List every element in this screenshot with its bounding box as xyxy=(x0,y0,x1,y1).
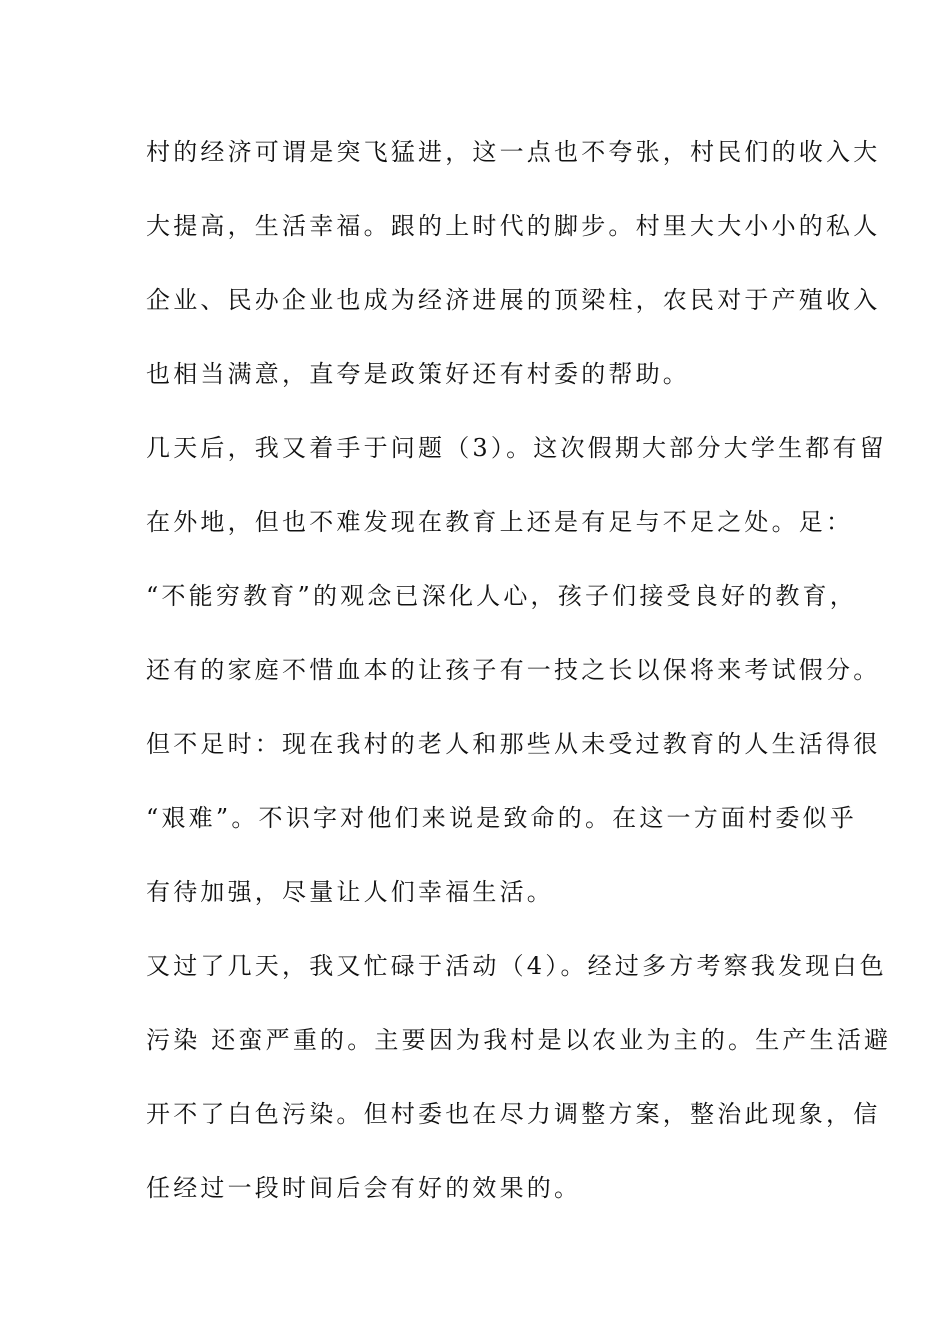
text-line-13: 污染 还蛮严重的。主要因为我村是以农业为主的。生产生活避 xyxy=(146,1026,892,1054)
text-line-6: 在外地，但也不难发现在教育上还是有足与不足之处。足： xyxy=(146,508,854,536)
text-line-5: 几天后，我又着手于问题（3）。这次假期大部分大学生都有留 xyxy=(146,434,887,462)
text-line-15: 任经过一段时间后会有好的效果的。 xyxy=(146,1174,582,1202)
text-line-1: 村的经济可谓是突飞猛进，这一点也不夸张，村民们的收入大 xyxy=(146,138,881,166)
text-line-3: 企业、民办企业也成为经济进展的顶梁柱，农民对于产殖收入 xyxy=(146,286,881,314)
text-line-2: 大提高，生活幸福。跟的上时代的脚步。村里大大小小的私人 xyxy=(146,212,881,240)
text-line-9: 但不足时：现在我村的老人和那些从未受过教育的人生活得很 xyxy=(146,730,881,758)
text-line-7: “不能穷教育”的观念已深化人心，孩子们接受良好的教育， xyxy=(146,582,857,610)
text-line-14: 开不了白色污染。但村委也在尽力调整方案，整治此现象，信 xyxy=(146,1100,881,1128)
text-line-10: “艰难”。不识字对他们来说是致命的。在这一方面村委似乎 xyxy=(146,804,857,832)
text-line-12: 又过了几天，我又忙碌于活动（4）。经过多方考察我发现白色 xyxy=(146,952,887,980)
text-line-11: 有待加强，尽量让人们幸福生活。 xyxy=(146,878,554,906)
text-line-8: 还有的家庭不惜血本的让孩子有一技之长以保将来考试假分。 xyxy=(146,656,881,684)
text-line-4: 也相当满意，直夸是政策好还有村委的帮助。 xyxy=(146,360,690,388)
